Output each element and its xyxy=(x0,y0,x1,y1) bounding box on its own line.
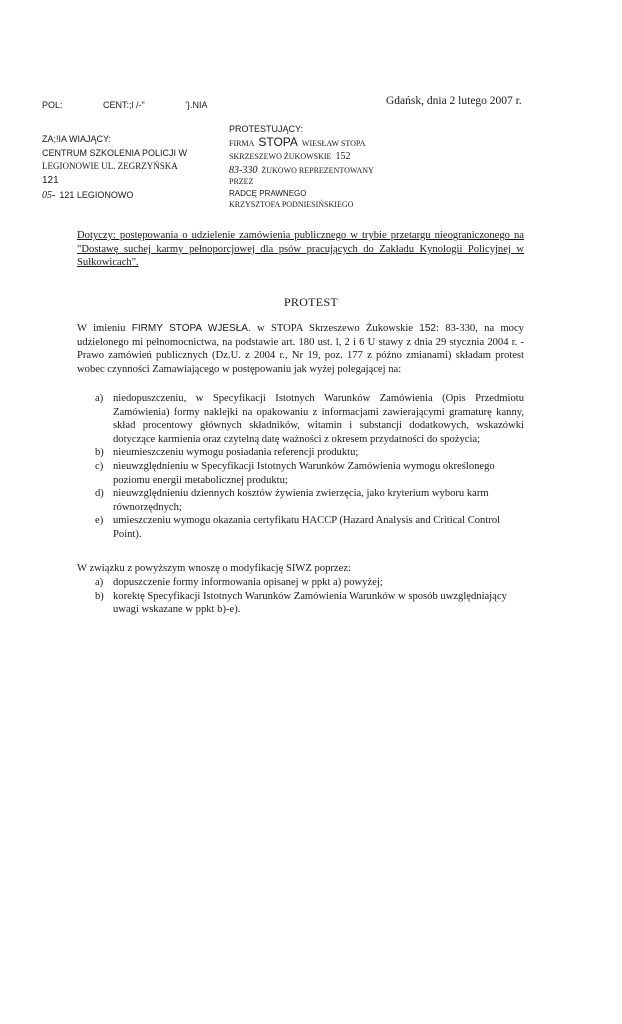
header-topline xyxy=(42,100,227,110)
protestujacy-line-2 xyxy=(229,149,374,163)
protestujacy-postcode: 83-330 xyxy=(229,164,258,176)
list-item-text: korektę Specyfikacji Istotnych Warunków Zamówienia Warunków w sposób uwzględniający uwagi wskazane w ppkt b)-e). xyxy=(113,590,507,616)
protestujacy-line-4: PRZEZ xyxy=(229,177,254,186)
protestujacy-line-5: RADCĘ PRAWNEGO xyxy=(229,188,307,198)
list-item-text: nieumieszczeniu wymogu posiadania referencji produktu; xyxy=(113,447,359,459)
zamawiajacy-postcode: 05- xyxy=(42,190,56,201)
list-item-label: b) xyxy=(95,590,104,602)
list-item-label: a) xyxy=(95,577,104,588)
zamawiajacy-line-2: LEGIONOWIE UL. ZEGRZYŃSKA xyxy=(42,161,178,171)
list-item xyxy=(77,460,524,487)
list-item-label: a) xyxy=(95,393,104,404)
intro-part-1: W imieniu xyxy=(77,323,132,334)
list-item xyxy=(77,514,524,541)
subject-paragraph: Dotyczy: postępowania o udzielenie zamówienia publicznego w trybie przetargu nieograniczonego na "Dostawę suchej karmy pełnoporcjowej dla psów pracujących do Zakładu Kynologii Policyjnej w Sułkowicach". xyxy=(77,230,524,269)
protestujacy-city: ŻUKOWO REPREZENTOWANY xyxy=(261,165,374,175)
list-item-text: umieszczeniu wymogu okazania certyfikatu HACCP (Hazard Analysis and Critical Control Point). xyxy=(113,515,501,540)
intro-part-3: : 83-330, na mocy udzielonego mi pełnomocnictwa, na podstawie art. 180 ust. l, 2 i 6 U stawy z dnia 29 stycznia 2004 r. - Prawo zamówień publicznych (Dz.U. z 2004 r., Nr 19, poz. 177 z późno zmianami) składam protest wobec czynności Zamawiającego w postępowaniu jak wyżej polegającej na: xyxy=(77,323,524,375)
list-item xyxy=(77,576,524,590)
intro-number: 152 xyxy=(419,323,436,334)
address-number: 152 xyxy=(335,151,351,162)
list-item-text: nieuwzględnieniu dziennych kosztów żywienia zwierzęcia, jako kryterium wyboru karm równorzędnych; xyxy=(113,488,489,513)
intro-part-2: w STOPA Skrzeszewo Żukowskie xyxy=(250,323,420,334)
protestujacy-label: PROTESTUJĄCY: xyxy=(229,124,304,134)
firma-owner: WIESŁAW STOPA xyxy=(301,138,366,148)
list-item xyxy=(77,392,524,446)
intro-firm-name: FIRMY STOPA WJESŁA. xyxy=(131,323,251,334)
list-item xyxy=(77,590,524,617)
list-item-text: nieuwzględnieniu w Specyfikacji Istotnych Warunków Zamówienia wymogu określonego poziomu energii metabolicznej produktu; xyxy=(113,460,495,486)
zamawiajacy-line-3: 121 xyxy=(42,174,59,186)
zamawiajacy-block xyxy=(42,133,187,203)
topline-part-1: POL: xyxy=(42,100,63,110)
zamawiajacy-line-4 xyxy=(42,187,187,203)
stopa-word: STOPA xyxy=(258,134,298,149)
conclusion-paragraph: W związku z powyższym wnoszę o modyfikację SIWZ poprzez: xyxy=(77,563,351,574)
firma-word: FIRMA xyxy=(229,138,255,148)
protestujacy-line-3 xyxy=(229,163,374,177)
list-item-label: b) xyxy=(95,447,104,459)
list-item-label: d) xyxy=(95,488,104,500)
topline-part-3: '}.NIA xyxy=(185,100,208,110)
zamawiajacy-line-1: CENTRUM SZKOLENIA POLICJI W xyxy=(42,147,188,158)
list-item xyxy=(77,487,524,514)
list-item-text: niedopuszczeniu, w Specyfikacji Istotnych Warunków Zamówienia (Opis Przedmiotu Zamówienia) formy naklejki na opakowaniu z informacjami zawierającymi gramaturę kanny, skład procentowy głównych składników, witamin i substancji dodatkowych, wskazówki dotyczące karmienia oraz czytelną datę ważności z okresem przydatności do spożycia; xyxy=(113,393,524,445)
zamawiajacy-city: 121 LEGIONOWO xyxy=(59,190,134,200)
protestujacy-line-1 xyxy=(229,136,374,150)
document-date: Gdańsk, dnia 2 lutego 2007 r. xyxy=(386,95,522,107)
list-item-label: e) xyxy=(95,515,104,527)
list-item-label: c) xyxy=(95,460,104,472)
protestujacy-block xyxy=(229,124,374,211)
requests-list xyxy=(77,576,524,617)
address-street: SKRZESZEWO ŻUKOWSKIE xyxy=(229,152,332,161)
intro-paragraph xyxy=(77,322,524,376)
protest-grounds-list xyxy=(77,392,524,542)
list-item xyxy=(77,446,524,460)
zamawiajacy-label: ZA;!IA WIAJĄCY: xyxy=(42,134,112,144)
topline-part-2: CENT:;l /-" xyxy=(103,100,145,110)
protestujacy-line-6: KRZYSZTOFA PODNIESIŃSKIEGO xyxy=(229,200,354,209)
document-title: PROTEST xyxy=(283,295,339,309)
list-item-text: dopuszczenie formy informowania opisanej w ppkt a) powyżej; xyxy=(113,577,383,588)
